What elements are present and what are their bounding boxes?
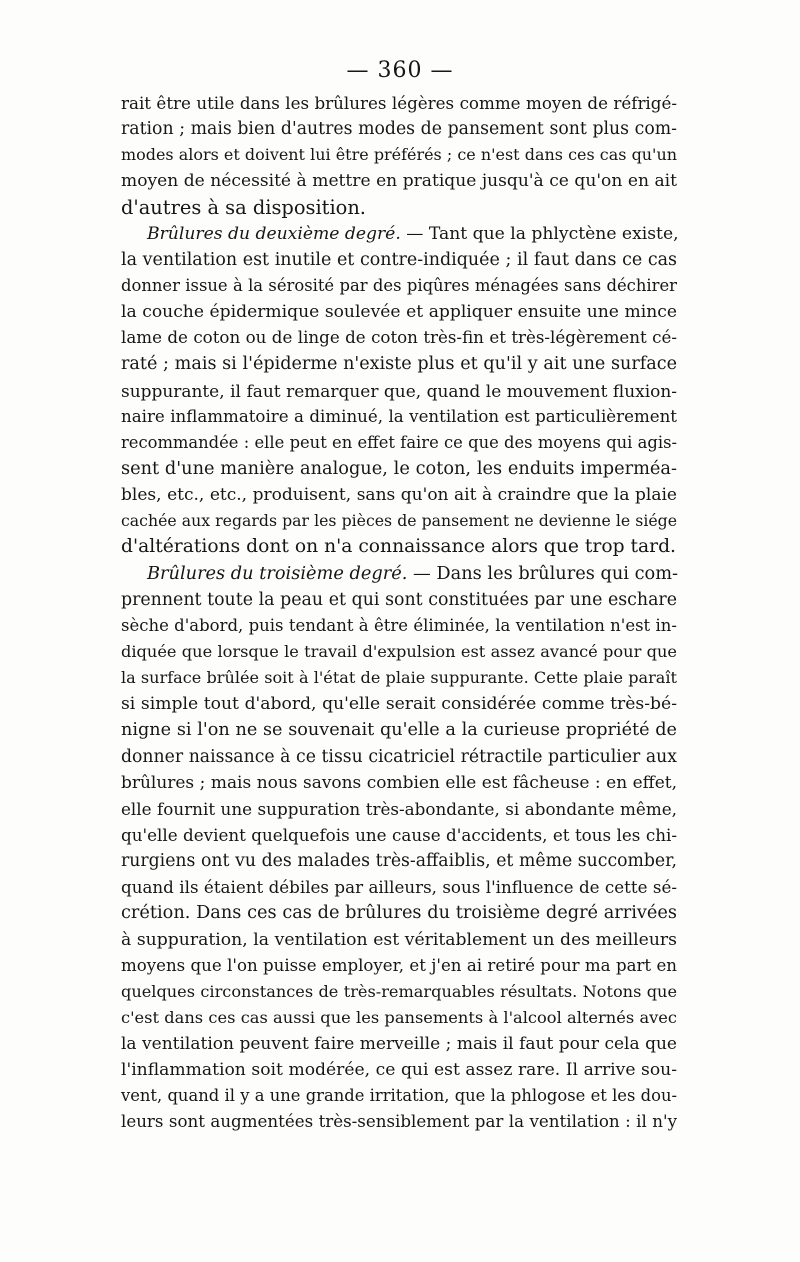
text-line: d'autres à sa disposition. [121,195,366,219]
text-line: suppurante, il faut remarquer que, quand le mouvement fluxion- [121,380,677,401]
text-line: quelques circonstances de très-remarquables résultats. Notons que [121,981,677,1001]
text-line: quand ils étaient débiles par ailleurs, sous l'influence de cette sé- [121,877,677,898]
body-text [121,90,677,1136]
text-line: la ventilation est inutile et contre-indiquée ; il faut dans ce cas [121,249,677,270]
text-line: la surface brûlée soit à l'état de plaie suppurante. Cette plaie paraît [121,668,677,688]
text-line: naire inflammatoire a diminué, la ventilation est particulièrement [121,406,677,426]
text-line: recommandée : elle peut en effet faire ce que des moyens qui agis- [121,432,677,452]
text-line: prennent toute la peau et qui sont constituées par une eschare [121,589,677,610]
heading-line-text: — Tant que la phlyctène existe, [400,223,679,244]
page-number: — 360 — [346,58,454,83]
text-line: bles, etc., etc., produisent, sans qu'on ait à craindre que la plaie [121,485,677,506]
text-line: brûlures ; mais nous savons combien elle est fâcheuse : en effet, [121,772,677,793]
text-line: diquée que lorsque le travail d'expulsion est assez avancé pour que [121,641,677,661]
text-line: donner naissance à ce tissu cicatriciel rétractile particulier aux [121,746,677,767]
text-line: si simple tout d'abord, qu'elle serait considérée comme très-bé- [121,694,677,715]
text-line: l'inflammation soit modérée, ce qui est assez rare. Il arrive sou- [121,1060,677,1081]
text-line: raté ; mais si l'épiderme n'existe plus et qu'il y ait une surface [121,354,677,375]
heading-line-text: — Dans les brûlures qui com- [407,563,679,584]
text-line: vent, quand il y a une grande irritation, que la phlogose et les dou- [121,1086,677,1106]
text-line: crétion. Dans ces cas de brûlures du troisième degré arrivées [121,903,677,924]
text-line: moyen de nécessité à mettre en pratique jusqu'à ce qu'on en ait [121,171,677,192]
text-line: leurs sont augmentées très-sensiblement par la ventilation : il n'y [121,1112,677,1132]
text-line: lame de coton ou de linge de coton très-fin et très-légèrement cé- [121,328,677,348]
text-line: la ventilation peuvent faire merveille ; mais il faut pour cela que [121,1034,677,1055]
text-line: cachée aux regards par les pièces de pansement ne devienne le siége [121,511,677,531]
text-line: sèche d'abord, puis tendant à être éliminée, la ventilation n'est in- [121,615,677,635]
text-line: c'est dans ces cas aussi que les pansements à l'alcool alternés avec [121,1007,677,1027]
text-line: la couche épidermique soulevée et appliquer ensuite une mince [121,302,677,323]
text-line: rait être utile dans les brûlures légères comme moyen de réfrigé- [121,93,677,113]
text-line: d'altérations dont on n'a connaissance alors que trop tard. [121,536,676,558]
text-line: donner issue à la sérosité par des piqûres ménagées sans déchirer [121,275,677,295]
text-line: moyens que l'on puisse employer, et j'en ai retiré pour ma part en [121,955,677,975]
text-line: sent d'une manière analogue, le coton, les enduits imperméa- [121,458,677,479]
section-heading-line [121,221,677,247]
text-line: nigne si l'on ne se souvenait qu'elle a la curieuse propriété de [121,720,677,741]
section-heading: Brûlures du troisième degré. [147,563,408,584]
text-line: à suppuration, la ventilation est véritablement un des meilleurs [121,929,677,950]
text-line: elle fournit une suppuration très-abondante, si abondante même, [121,798,677,819]
text-line: ration ; mais bien d'autres modes de pansement sont plus com- [121,119,677,140]
text-line: qu'elle devient quelquefois une cause d'accidents, et tous les chi- [121,824,677,845]
section-heading-line [121,561,677,587]
text-line: modes alors et doivent lui être préférés ; ce n'est dans ces cas qu'un [121,145,677,165]
text-line: rurgiens ont vu des malades très-affaiblis, et même succomber, [121,851,677,872]
section-heading: Brûlures du deuxième degré. [147,223,401,244]
